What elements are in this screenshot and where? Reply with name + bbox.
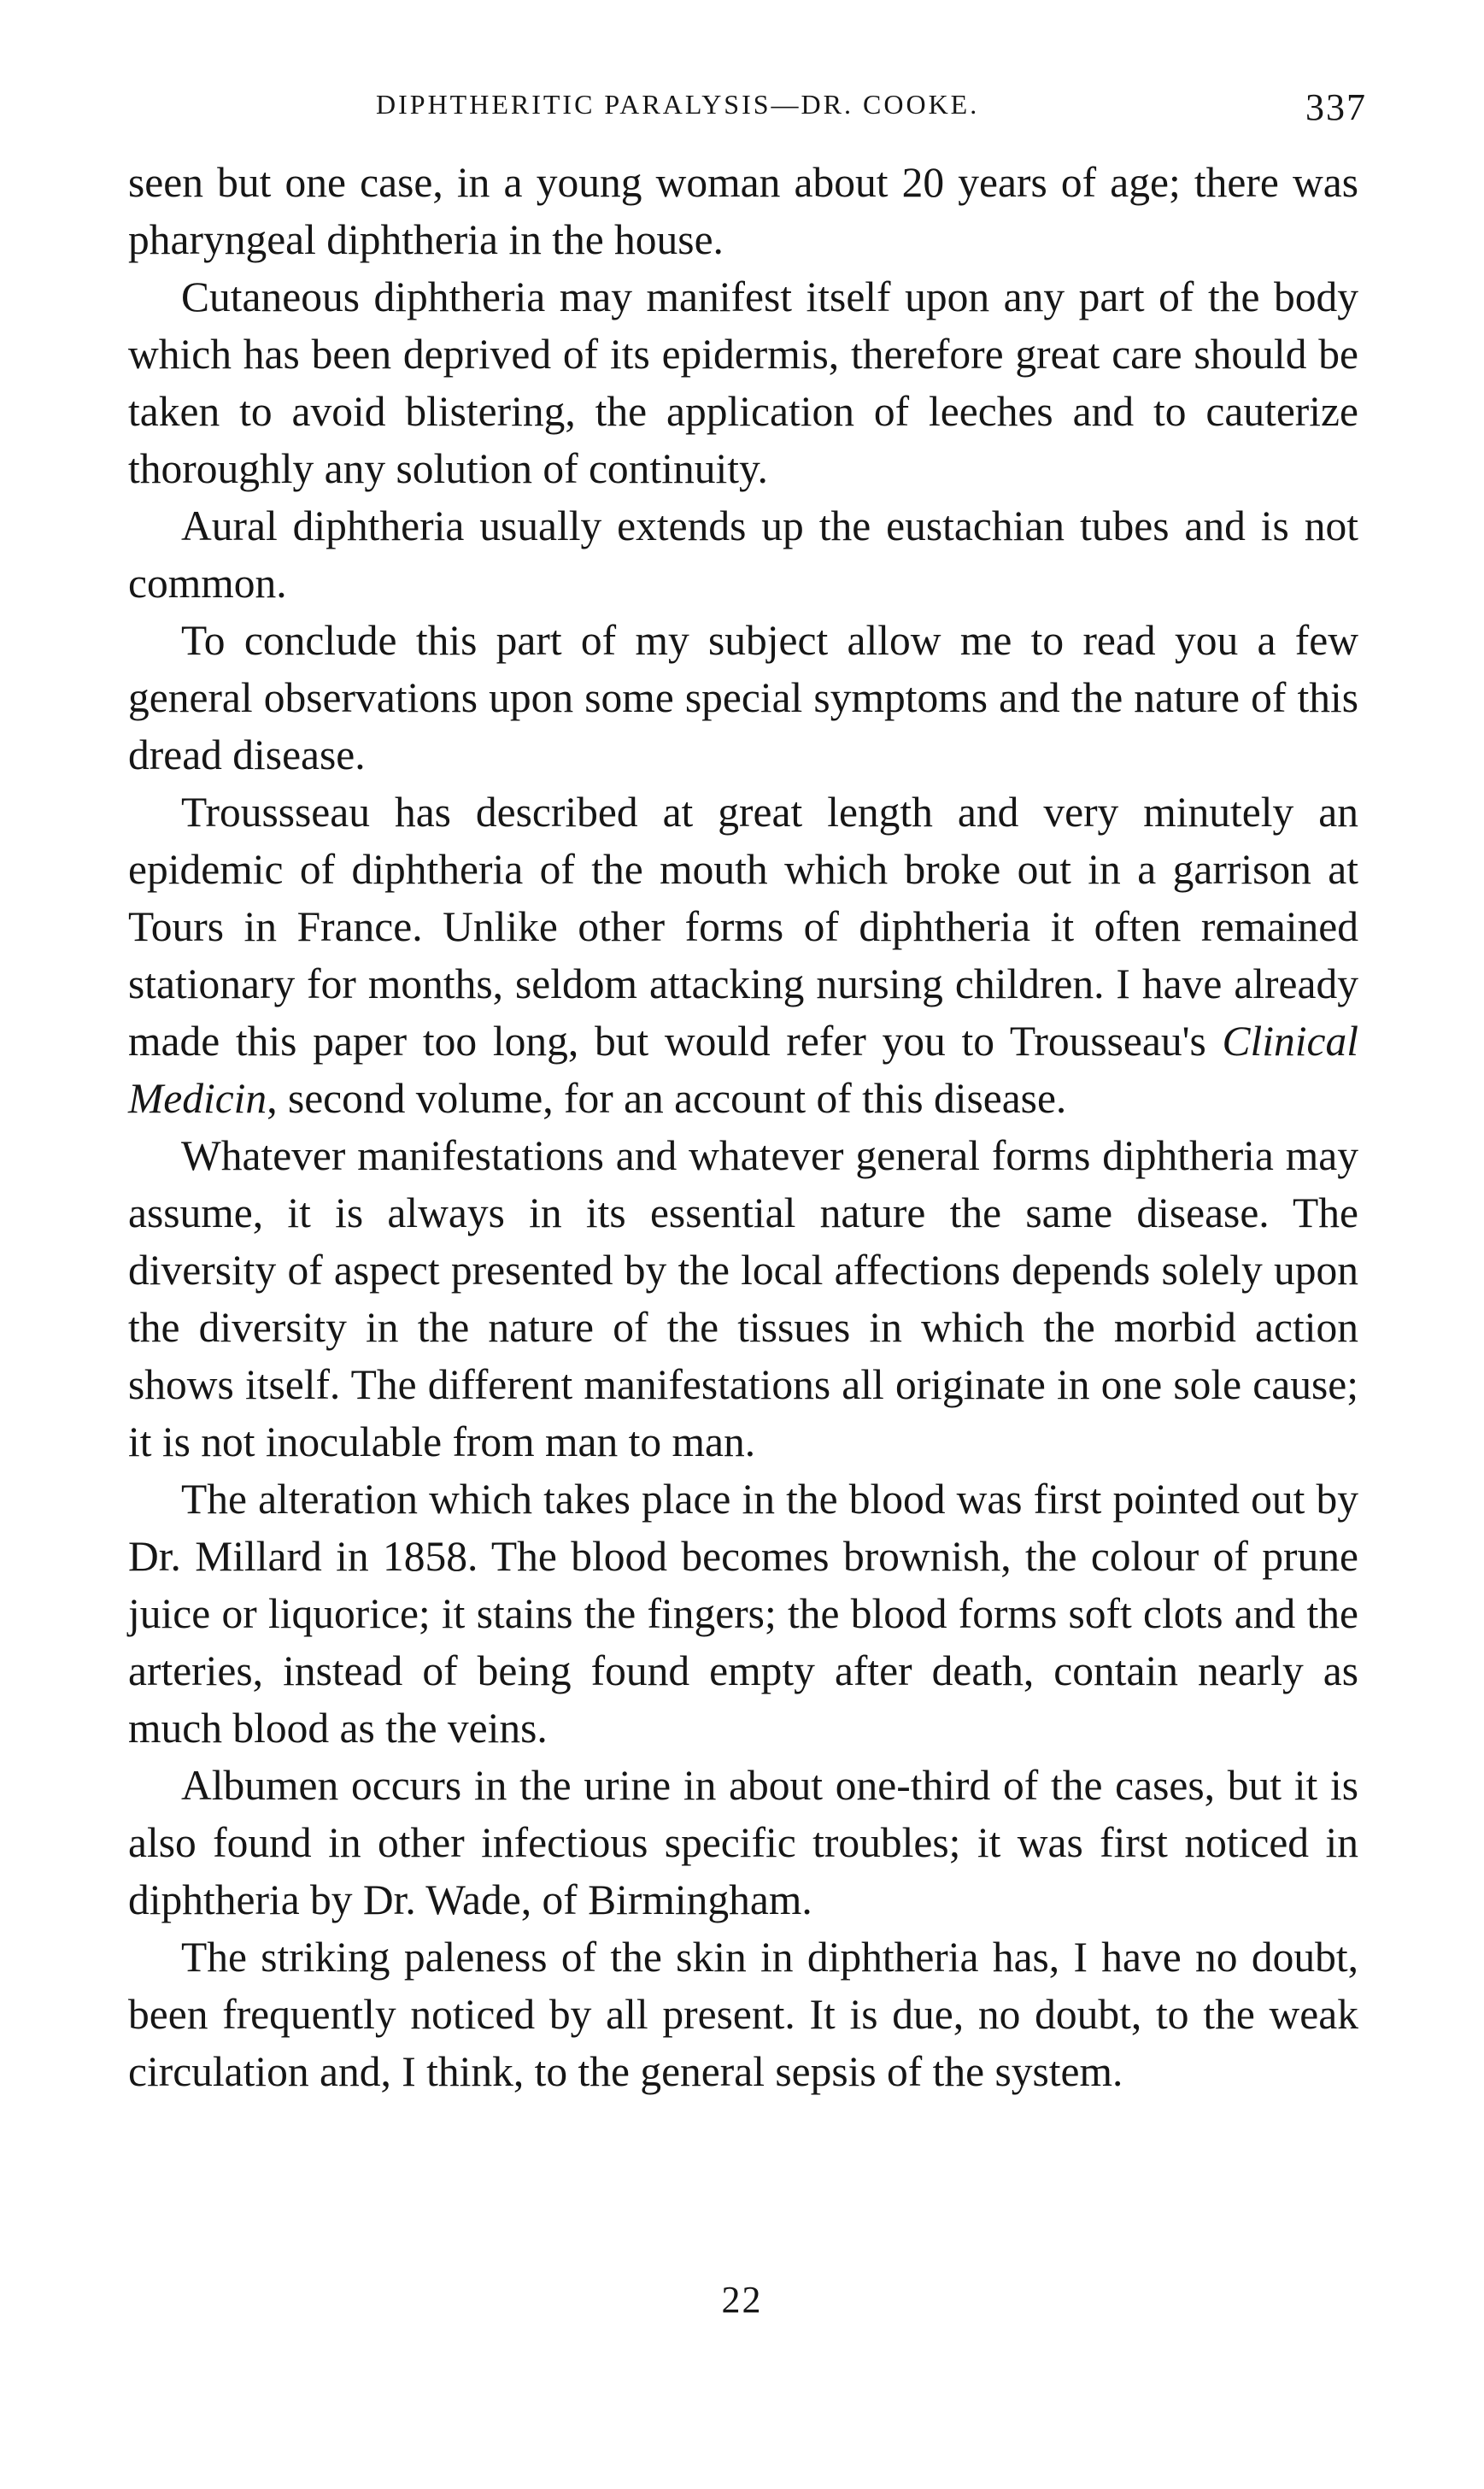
paragraph-1: seen but one case, in a young woman about 20 years of age; there was pharyngeal diphtheria in the house. xyxy=(128,159,1358,263)
running-head xyxy=(128,86,1367,140)
paragraph-aural: Aural diphtheria usually extends up the eustachian tubes and is not common. xyxy=(128,502,1358,607)
running-head-title: DIPHTHERITIC PARALYSIS—DR. COOKE. xyxy=(376,89,980,120)
paragraph-trousseau xyxy=(128,784,1358,1127)
paragraph-trousseau-text-after: , second volume, for an account of this disease. xyxy=(267,1075,1067,1122)
paragraph-blood: The alteration which takes place in the blood was first pointed out by Dr. Millard in 1858. The blood becomes brownish, the colour of prune juice or liquorice; it stains the fingers; the blood forms soft clots and the arteries, instead of being found empty after death, contain nearly as much blood as the veins. xyxy=(128,1476,1358,1752)
paragraph-paleness: The striking paleness of the skin in diphtheria has, I have no doubt, been frequently noticed by all present. It is due, no doubt, to the weak circulation and, I think, to the general sepsis of the system. xyxy=(128,1934,1358,2095)
paragraph-cutaneous: Cutaneous diphtheria may manifest itself upon any part of the body which has been deprived of its epidermis, therefore great care should be taken to avoid blistering, the application of leeches and to cauterize thoroughly any solution of continuity. xyxy=(128,273,1358,492)
paragraph-trousseau-text-before: Troussseau has described at great length and very minutely an epidemic of diphtheria of the mouth which broke out in a garrison at Tours in France. Unlike other forms of diphtheria it often remained stationary for months, seldom attacking nursing children. I have already made this paper too long, but would refer you to Trousseau's xyxy=(128,789,1358,1065)
book-title-italic: Clinical Medicin xyxy=(128,1018,1358,1122)
signature-mark: 22 xyxy=(721,2279,763,2321)
paragraph-manifestations: Whatever manifestations and whatever general forms diphtheria may assume, it is always in its essential nature the same disease. The diversity of aspect presented by the local affections depends solely upon the diversity in the nature of the tissues in which the morbid action shows itself. The different manifestations all originate in one sole cause; it is not inoculable from man to man. xyxy=(128,1132,1358,1465)
paragraph-albumen: Albumen occurs in the urine in about one-third of the cases, but it is also found in other infectious specific troubles; it was first noticed in diphtheria by Dr. Wade, of Birmingham. xyxy=(128,1762,1358,1923)
paragraph-conclude: To conclude this part of my subject allow me to read you a few general observations upon some special symptoms and the nature of this dread disease. xyxy=(128,617,1358,778)
page-number: 337 xyxy=(1305,86,1367,128)
body-text xyxy=(128,154,1358,2100)
